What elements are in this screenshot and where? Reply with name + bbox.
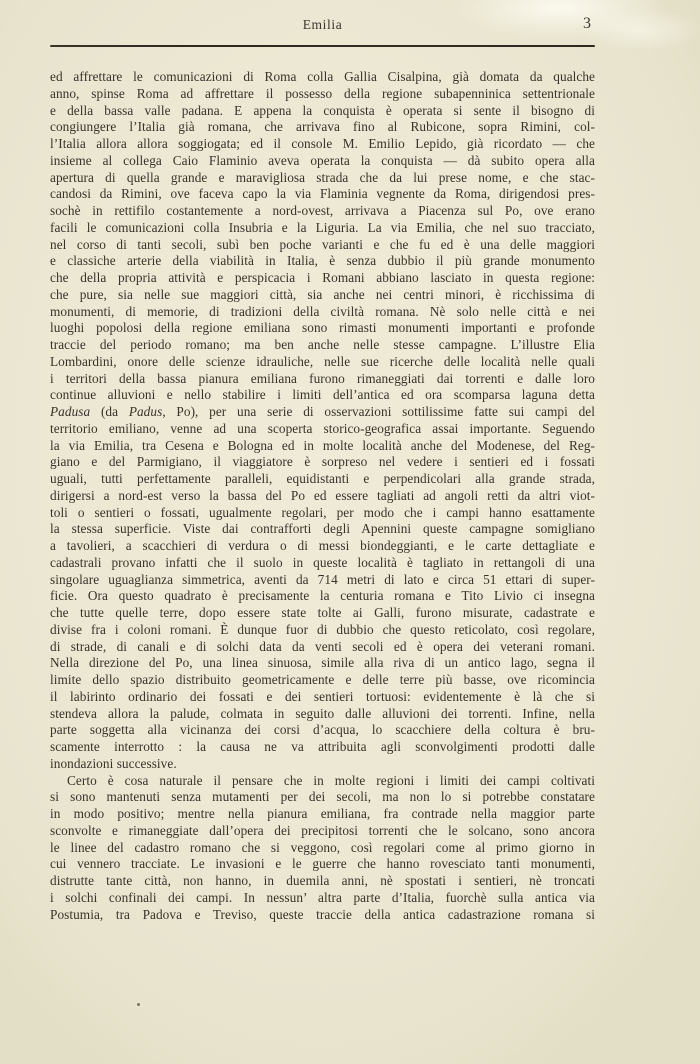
text-line: toli o sentieri o fossati, ugualmente regolari, per modo che i campi hanno esattamente (50, 504, 595, 520)
text-line: i solchi confinali dei campi. In nessun’ altra parte d’Italia, fuorchè sulla antica via (50, 889, 595, 905)
text-line: traccie del periodo romano; ma ben anche nelle stesse campagne. L’illustre Elia (50, 337, 595, 352)
text-line: monumenti, di memorie, di tradizioni della civiltà romana. Nè solo nelle città e nei (50, 303, 595, 319)
text-line: nel corso di tanti secoli, subì ben poche varianti e che fu ed è una delle maggiori (50, 236, 595, 252)
header-rule (50, 45, 595, 47)
text-line: giano e del Parmigiano, il viaggiatore è sorpreso nel vedere i sentieri ed i fossati (50, 454, 595, 470)
text-line: territorio emiliano, venne ad una scoperta storico-geografica assai importante. Seguendo (50, 420, 595, 436)
text-line: stendeva allora la palude, colmata in seguito dalle alluvioni dei torrenti. Infine, nella (50, 705, 595, 721)
text-line: Nella direzione del Po, una linea sinuosa, simile alla riva di un antico lago, segna il (50, 655, 595, 671)
text-line: ficie. Ora questo quadrato è precisamente la centuria romana e Tito Livio ci insegna (50, 588, 595, 604)
text-line: Padusa (da Padus, Po), per una serie di osservazioni sottilissime fatte sui campi del (50, 404, 595, 419)
text-line: sochè in rettifilo costantemente a nord-ovest, arrivava a Piacenza sul Po, ove erano (50, 203, 595, 218)
text-line: congiungere l’Italia già romana, che arrivava fino al Rubicone, sopra Rimini, col- (50, 119, 595, 135)
paragraph (50, 69, 595, 773)
text-line: insieme al collega Caio Flaminio aveva operata la conquista — dà subito opera alla (50, 152, 595, 168)
text-line: ed affrettare le comunicazioni di Roma colla Gallia Cisalpina, già domata da qualche (50, 69, 595, 84)
text-line: l’Italia allora allora soggiogata; ed il console M. Emilio Lepido, già ricordato — che (50, 136, 595, 151)
text-line: si sono mantenuti senza mutamenti per dei secoli, ma non lo si potrebbe constatare (50, 789, 595, 805)
page-header (50, 15, 595, 37)
text-line: la via Emilia, tra Cesena e Bologna ed in molte località anche del Modenese, del Reg- (50, 437, 595, 453)
text-line: luoghi popolosi della regione emiliana sono rimasti monumenti importanti e profonde (50, 320, 595, 336)
running-title: Emilia (302, 17, 343, 32)
text-line: candosi da Rimini, ove faceva capo la via Flaminia vegnente da Roma, dirigendosi pres- (50, 186, 595, 202)
text-line: i territori della bassa pianura emiliana furono rimaneggiati dai torrenti e dalle loro (50, 370, 595, 386)
text-line: dirigersi a nord-est verso la bassa del Po ed essere tagliati ad angoli retti da altri viot- (50, 487, 595, 503)
text-line: la stessa superficie. Viste dai contrafforti degli Apennini queste campagne somigliano (50, 521, 595, 537)
text-line: limite dello spazio distribuito geometricamente e delle terre più basse, ove ricomincia (50, 672, 595, 687)
text-line: di strade, di canali e di solchi data da venti secoli ed è opera dei veterani romani. (50, 638, 595, 654)
text-line: uguali, tutti perfettamente paralleli, equidistanti e perpendicolari alla grande strada, (50, 471, 595, 486)
text-line: cadastrali provano infatti che il suolo in queste località è tagliato in rettangoli di una (50, 554, 595, 570)
text-line: cui vennero tracciate. Le invasioni e le guerre che hanno rovesciato tanti monumenti, (50, 856, 595, 872)
text-line: che pure, sia nelle sue maggiori città, sia anche nei centri minori, è ricchissima di (50, 286, 595, 302)
text-line: apertura di quella grande e maravigliosa strada che da lui prese nome, e che stac- (50, 169, 595, 185)
text-line: inondazioni successive. (50, 755, 177, 771)
text-line: sconvolte e rimaneggiate dall’opera dei precipitosi torrenti che le solcano, sono ancora (50, 822, 595, 838)
text-line: distrutte tante città, non hanno, in duemila anni, nè spostati i sentieri, nè troncati (50, 873, 595, 888)
text-line: divise fra i coloni romani. È dunque fuor di dubbio che questo reticolato, così regolare, (50, 621, 595, 637)
ink-speck (137, 1003, 140, 1006)
text-line: singolare uguaglianza simmetrica, aventi da 714 metri di lato e circa 51 ettari di super- (50, 571, 595, 587)
text-line: che tutte quelle terre, dopo essere state tolte ai Galli, furono misurate, cadastrate e (50, 605, 595, 620)
text-line: Certo è cosa naturale il pensare che in molte regioni i limiti dei campi coltivati (67, 772, 595, 788)
text-line: a tavolieri, a scacchieri di verdura o di messi biondeggianti, e le carte dettagliate e (50, 538, 595, 553)
text-line: il labirinto ordinario dei fossati e dei sentieri tortuosi: evidentemente è là che si (50, 688, 595, 704)
text-line: continue alluvioni e nello stabilire i limiti dell’antica ed ora scomparsa laguna detta (50, 387, 595, 403)
text-line: parte soggetta alla vicinanza dei corsi d’acqua, lo scacchiere della coltura è bru- (50, 722, 595, 738)
text-line: e classiche arterie della viabilità in Italia, è senza dubbio il più grande monumento (50, 253, 595, 269)
text-line: che della propria attività e perspicacia i Romani abbiano lasciato in questa regione: (50, 270, 595, 285)
text-line: e della bassa valle padana. E appena la conquista è operata si sente il bisogno di (50, 102, 595, 118)
text-line: le linee del cadastro romano che si veggono, così regolari come al primo giorno in (50, 839, 595, 855)
paragraph (50, 773, 595, 924)
text-line: Postumia, tra Padova e Treviso, queste traccie della antica cadastrazione romana si (50, 906, 595, 922)
text-line: anno, spinse Roma ad affrettare il possesso della regione subapenninica settentrionale (50, 85, 595, 101)
text-line: facili le comunicazioni colla Insubria e la Liguria. La via Emilia, che nel suo tracciato, (50, 219, 595, 235)
page-number: 3 (583, 15, 591, 32)
text-line: Lombardini, onore delle scienze idrauliche, nelle sue ricerche delle località nelle quali (50, 353, 595, 369)
text-block (50, 69, 595, 923)
text-line: in modo positivo; mentre nella pianura emiliana, fra contrade nella maggior parte (50, 806, 595, 821)
text-line: scamente interrotto : la causa ne va attribuita agli sconvolgimenti prodotti dalle (50, 739, 595, 754)
